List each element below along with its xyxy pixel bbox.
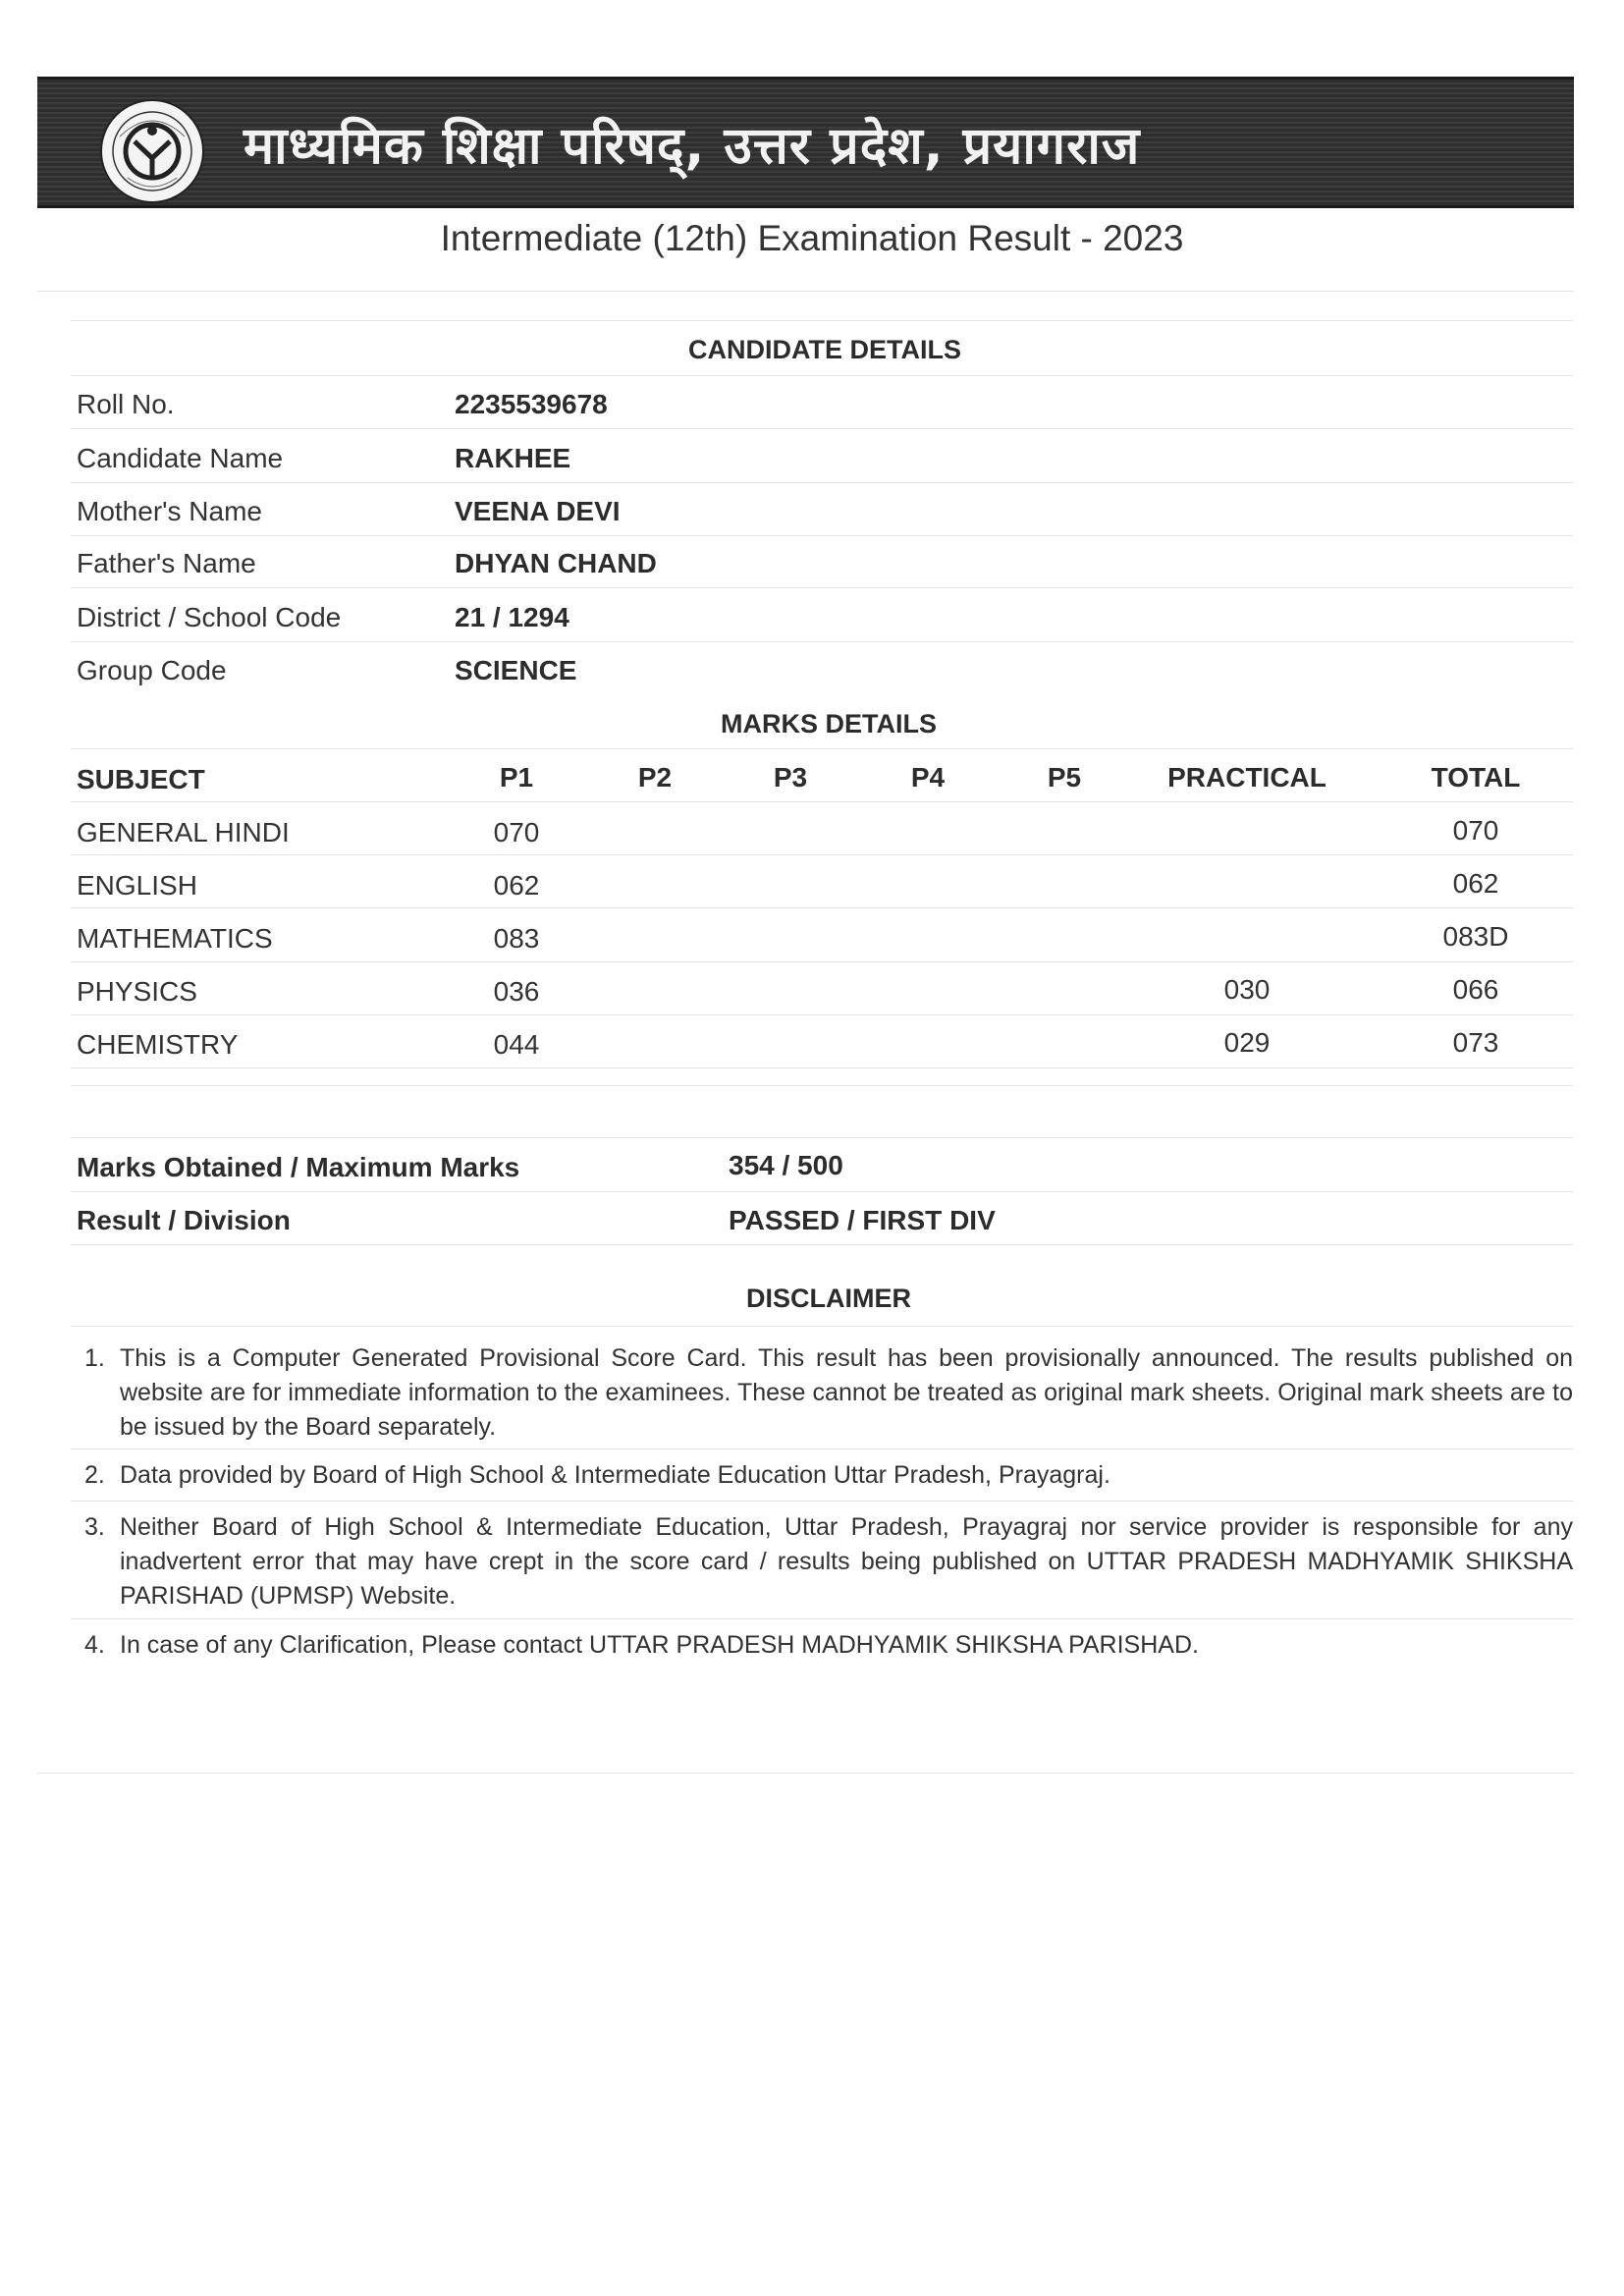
header-p3: P3 xyxy=(773,762,808,793)
header-p2: P2 xyxy=(637,762,673,793)
divider xyxy=(71,907,1573,908)
divider xyxy=(71,428,1573,429)
disclaimer-item xyxy=(84,1628,1573,1663)
disclaimer-number: 1. xyxy=(84,1344,105,1372)
divider xyxy=(71,587,1573,588)
total-mark: 083D xyxy=(1442,921,1509,952)
divider xyxy=(71,1014,1573,1015)
header-subject: SUBJECT xyxy=(77,764,205,794)
subject-name: PHYSICS xyxy=(77,976,197,1007)
board-title: माध्यमिक शिक्षा परिषद्, उत्तर प्रदेश, प्रयागराज xyxy=(244,117,1141,176)
divider xyxy=(71,1085,1573,1086)
divider xyxy=(71,1501,1573,1502)
header-p4: P4 xyxy=(910,762,946,793)
total-mark: 066 xyxy=(1452,974,1499,1005)
school-code-label: District / School Code xyxy=(77,602,342,632)
divider xyxy=(71,854,1573,855)
upmsp-emblem-icon xyxy=(98,97,206,205)
candidate-name-label: Candidate Name xyxy=(77,443,284,473)
header-total: TOTAL xyxy=(1431,762,1521,793)
mother-name-value: VEENA DEVI xyxy=(455,496,621,526)
group-code-value: SCIENCE xyxy=(455,655,577,685)
disclaimer-text: This is a Computer Generated Provisional Score Card. This result has been provisionally announced. The results published on website are for immediate information to the examinees. These cannot be treated as original mark sheets. Original mark sheets are to be issued by the Board separately. xyxy=(120,1344,1573,1441)
disclaimer-item xyxy=(84,1510,1573,1613)
disclaimer-item xyxy=(84,1341,1573,1445)
disclaimer-text: Neither Board of High School & Intermediate Education, Uttar Pradesh, Prayagraj nor service provider is responsible for any inadvertent error that may have crept in the score card / results being published on UTTAR PRADESH MADHYAMIK SHIKSHA PARISHAD (UPMSP) Website. xyxy=(120,1513,1573,1610)
header-p1: P1 xyxy=(499,762,534,793)
divider xyxy=(71,535,1573,536)
divider xyxy=(71,961,1573,962)
subject-name: MATHEMATICS xyxy=(77,923,273,954)
p1-mark: 062 xyxy=(493,870,540,901)
header-banner xyxy=(37,77,1574,208)
divider xyxy=(71,482,1573,483)
marks-obtained-value: 354 / 500 xyxy=(729,1150,843,1180)
candidate-name-value: RAKHEE xyxy=(455,443,571,473)
header-p5: P5 xyxy=(1047,762,1082,793)
divider xyxy=(71,1326,1573,1327)
divider xyxy=(71,1137,1573,1138)
practical-mark: 029 xyxy=(1223,1027,1271,1058)
p1-mark: 036 xyxy=(493,976,540,1007)
disclaimer-number: 2. xyxy=(84,1461,105,1489)
result-division-value: PASSED / FIRST DIV xyxy=(729,1205,996,1235)
p1-mark: 070 xyxy=(493,817,540,847)
subject-name: CHEMISTRY xyxy=(77,1029,239,1060)
exam-title: Intermediate (12th) Examination Result - 2023 xyxy=(440,218,1184,258)
roll-no-label: Roll No. xyxy=(77,389,175,419)
total-mark: 070 xyxy=(1452,815,1499,846)
group-code-label: Group Code xyxy=(77,655,227,685)
divider xyxy=(71,801,1573,802)
divider xyxy=(71,375,1573,376)
marks-obtained-label: Marks Obtained / Maximum Marks xyxy=(77,1152,520,1182)
divider xyxy=(71,748,1573,749)
marks-section-title: MARKS DETAILS xyxy=(721,709,937,738)
father-name-label: Father's Name xyxy=(77,548,256,578)
candidate-section-title: CANDIDATE DETAILS xyxy=(688,335,961,364)
total-mark: 073 xyxy=(1452,1027,1499,1058)
disclaimer-text: In case of any Clarification, Please contact UTTAR PRADESH MADHYAMIK SHIKSHA PARISHAD. xyxy=(120,1631,1199,1659)
header-practical: PRACTICAL xyxy=(1167,762,1326,793)
divider xyxy=(37,291,1574,292)
father-name-value: DHYAN CHAND xyxy=(455,548,657,578)
disclaimer-text: Data provided by Board of High School & Intermediate Education Uttar Pradesh, Prayagraj. xyxy=(120,1461,1110,1489)
divider xyxy=(71,1067,1573,1068)
disclaimer-title: DISCLAIMER xyxy=(746,1284,911,1313)
mother-name-label: Mother's Name xyxy=(77,496,262,526)
practical-mark: 030 xyxy=(1223,974,1271,1005)
p1-mark: 083 xyxy=(493,923,540,954)
divider xyxy=(71,1244,1573,1245)
divider xyxy=(71,320,1573,321)
divider xyxy=(37,1773,1574,1774)
divider xyxy=(71,1618,1573,1619)
school-code-value: 21 / 1294 xyxy=(455,602,569,632)
result-division-label: Result / Division xyxy=(77,1205,291,1235)
total-mark: 062 xyxy=(1452,868,1499,899)
divider xyxy=(71,641,1573,642)
subject-name: ENGLISH xyxy=(77,870,197,901)
roll-no-value: 2235539678 xyxy=(455,389,608,419)
subject-name: GENERAL HINDI xyxy=(77,817,290,847)
disclaimer-number: 4. xyxy=(84,1631,105,1659)
disclaimer-item xyxy=(84,1458,1573,1493)
divider xyxy=(71,1191,1573,1192)
disclaimer-number: 3. xyxy=(84,1513,105,1541)
p1-mark: 044 xyxy=(493,1029,540,1060)
